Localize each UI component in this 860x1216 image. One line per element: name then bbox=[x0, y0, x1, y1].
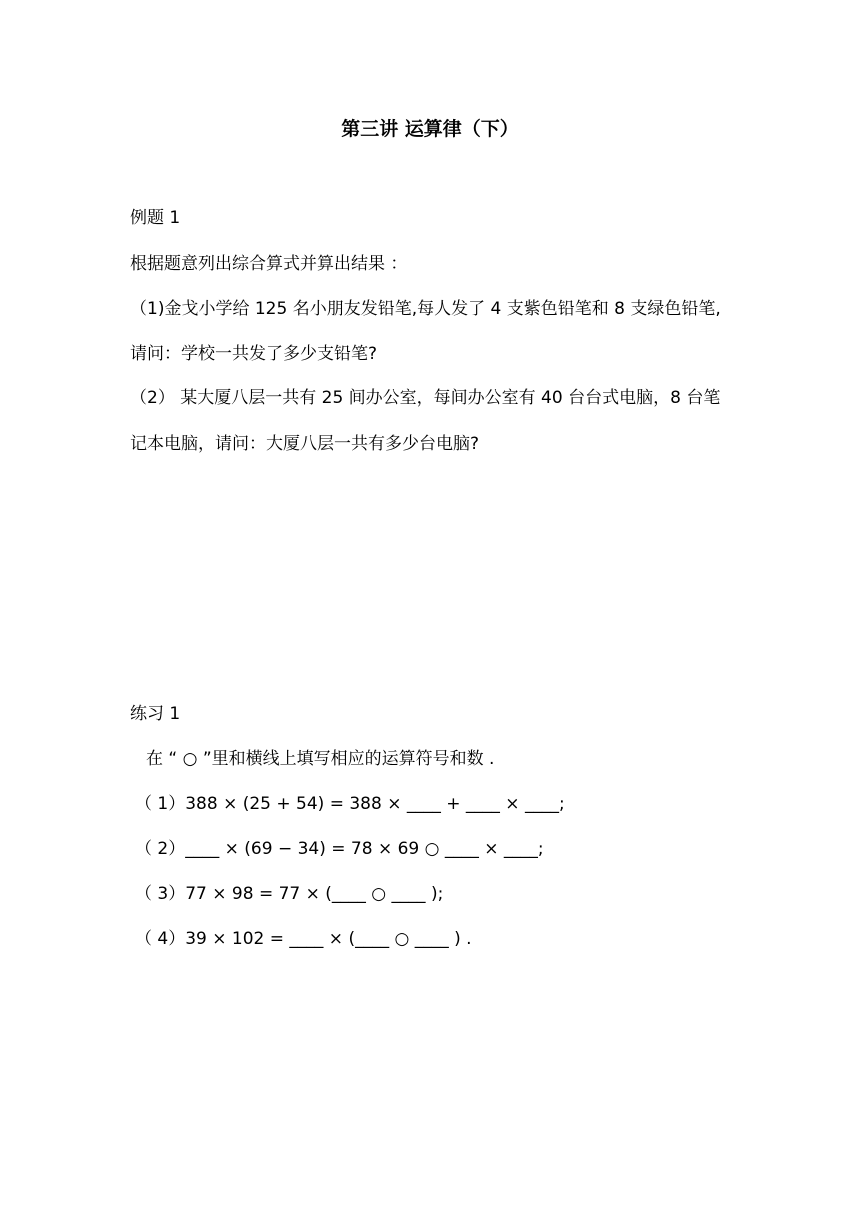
example-question-2-line-2: 记本电脑，请问：大厦八层一共有多少台电脑? bbox=[130, 434, 480, 454]
practice-heading: 练习 1 bbox=[130, 704, 181, 724]
example-instruction: 根据题意列出综合算式并算出结果 ： bbox=[130, 254, 408, 274]
example-question-2-line-1: （2） 某大厦八层一共有 25 间办公室，每间办公室有 40 台台式电脑，8 台笔 bbox=[130, 388, 721, 408]
example-question-1-line-2: 请问：学校一共发了多少支铅笔? bbox=[130, 344, 378, 364]
practice-item-2: （ 2）____ × (69 − 34) = 78 × 69 ○ ____ × ____; bbox=[135, 839, 544, 859]
practice-instruction: 在 “ ○ ”里和横线上填写相应的运算符号和数 . bbox=[146, 749, 495, 769]
example-heading: 例题 1 bbox=[130, 208, 181, 228]
example-question-1-line-1: （1)金戈小学给 125 名小朋友发铅笔,每人发了 4 支紫色铅笔和 8 支绿色铅笔, bbox=[130, 299, 721, 319]
practice-item-3: （ 3）77 × 98 = 77 × (____ ○ ____ ); bbox=[135, 884, 444, 904]
page-title: 第三讲 运算律（下） bbox=[341, 118, 519, 140]
practice-item-4: （ 4）39 × 102 = ____ × (____ ○ ____ ) . bbox=[135, 929, 472, 949]
practice-item-1: （ 1）388 × (25 + 54) = 388 × ____ + ____ × ____; bbox=[135, 794, 565, 814]
